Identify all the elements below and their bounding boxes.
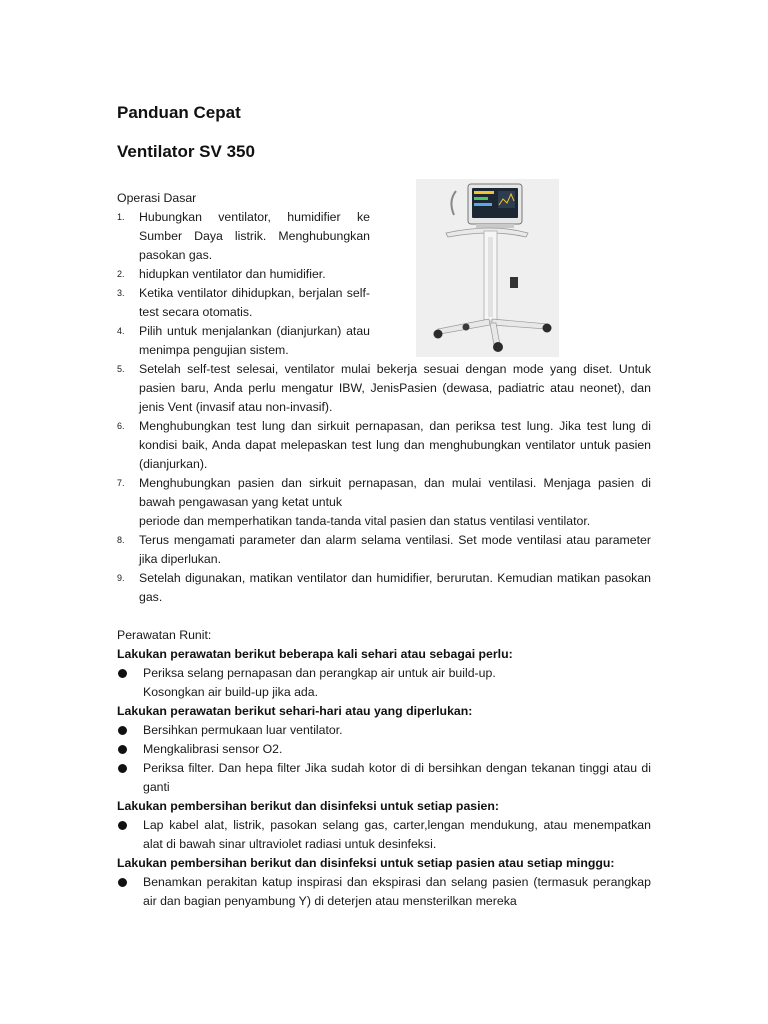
bullet-list [117, 873, 651, 911]
group-heading: Lakukan perawatan berikut beberapa kali sehari atau sebagai perlu: [117, 647, 513, 661]
list-item-text: Pilih untuk menjalankan (dianjurkan) atau menimpa pengujian sistem. [139, 324, 370, 357]
section-heading-maintenance: Perawatan Runit: [117, 628, 212, 642]
list-number: 5. [117, 364, 125, 374]
list-item [117, 474, 651, 531]
list-item-text: Benamkan perakitan katup inspirasi dan ekspirasi dan selang pasien (termasuk perangkap air dan bagian penyambung Y) di deterjen atau mensterilkan mereka [143, 875, 651, 908]
list-item [117, 873, 651, 911]
list-item-text: Terus mengamati parameter dan alarm selama ventilasi. Set mode ventilasi atau parameter jika diperlukan. [139, 533, 651, 566]
section-heading-basic: Operasi Dasar [117, 191, 197, 205]
list-item-text-continued: periode dan memperhatikan tanda-tanda vital pasien dan status ventilasi ventilator. [139, 514, 591, 528]
bullet-list [117, 664, 651, 702]
list-item [117, 417, 651, 474]
list-number: 8. [117, 535, 125, 545]
list-number: 7. [117, 478, 125, 488]
list-number: 2. [117, 269, 125, 279]
list-item-text: Lap kabel alat, listrik, pasokan selang gas, carter,lengan mendukung, atau menempatkan alat di bawah sinar ultraviolet radiasi untuk desinfeksi. [143, 818, 651, 851]
list-item [117, 531, 651, 569]
group-heading: Lakukan pembersihan berikut dan disinfeksi untuk setiap pasien atau setiap minggu: [117, 856, 615, 870]
list-item-text: Ketika ventilator dihidupkan, berjalan self-test secara otomatis. [139, 286, 370, 319]
bullet-icon [118, 745, 127, 754]
list-item-text: Menghubungkan pasien dan sirkuit pernapasan, dan mulai ventilasi. Menjaga pasien di bawah pengawasan yang ketat untuk [139, 476, 651, 509]
list-item-text: Setelah digunakan, matikan ventilator dan humidifier, berurutan. Kemudian matikan pasokan gas. [139, 571, 651, 604]
group-heading: Lakukan pembersihan berikut dan disinfeksi untuk setiap pasien: [117, 799, 499, 813]
bullet-icon [118, 878, 127, 887]
list-item [117, 208, 370, 265]
list-item [117, 360, 651, 417]
list-item [117, 664, 651, 702]
basic-steps-list [117, 208, 651, 607]
bullet-icon [118, 669, 127, 678]
list-item [117, 740, 651, 759]
list-item [117, 284, 370, 322]
list-item [117, 759, 651, 797]
list-number: 4. [117, 326, 125, 336]
list-item-text: Mengkalibrasi sensor O2. [143, 742, 283, 756]
spacer [117, 607, 651, 626]
list-item-text: Bersihkan permukaan luar ventilator. [143, 723, 343, 737]
list-item [117, 265, 370, 284]
bullet-icon [118, 726, 127, 735]
list-item-text-continued: Kosongkan air build-up jika ada. [143, 685, 319, 699]
list-item-text: Periksa filter. Dan hepa filter Jika sudah kotor di di bersihkan dengan tekanan tinggi atau di ganti [143, 761, 651, 794]
list-number: 9. [117, 573, 125, 583]
list-item-text: hidupkan ventilator dan humidifier. [139, 267, 326, 281]
list-item [117, 816, 651, 854]
list-item-text: Periksa selang pernapasan dan perangkap air untuk air build-up. [143, 666, 496, 680]
bullet-icon [118, 764, 127, 773]
document-title: Panduan Cepat [117, 103, 241, 122]
group-heading: Lakukan perawatan berikut sehari-hari atau yang diperlukan: [117, 704, 473, 718]
list-item-text: Menghubungkan test lung dan sirkuit pernapasan, dan periksa test lung. Jika test lung di kondisi baik, Anda dapat melepaskan test lung dan menghubungkan ventilator untuk pasien (dianjurkan). [139, 419, 651, 471]
bullet-list [117, 721, 651, 797]
bullet-icon [118, 821, 127, 830]
list-item-text: Hubungkan ventilator, humidifier ke Sumber Daya listrik. Menghubungkan pasokan gas. [139, 210, 370, 262]
bullet-list [117, 816, 651, 854]
list-number: 3. [117, 288, 125, 298]
list-number: 1. [117, 212, 125, 222]
list-item [117, 322, 370, 360]
list-number: 6. [117, 421, 125, 431]
document-body [117, 189, 651, 911]
document-subtitle: Ventilator SV 350 [117, 142, 255, 161]
list-item [117, 569, 651, 607]
list-item [117, 721, 651, 740]
list-item-text: Setelah self-test selesai, ventilator mulai bekerja sesuai dengan mode yang diset. Untuk pasien baru, Anda perlu mengatur IBW, JenisPasien (dewasa, padiatric atau neonet), dan jenis Vent (invasif atau non-invasif). [139, 362, 651, 414]
